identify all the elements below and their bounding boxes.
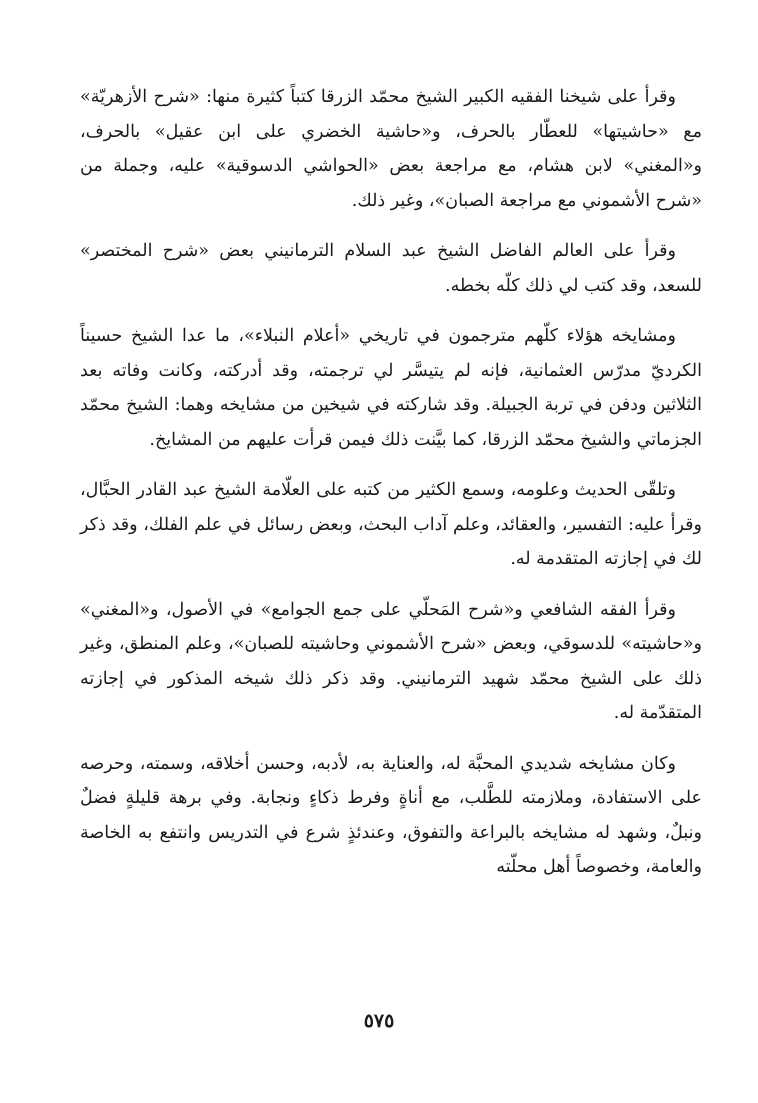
paragraph-4: وتلقّى الحديث وعلومه، وسمع الكثير من كتبه على العلّامة الشيخ عبد القادر الحبَّال، وقرأ عليه: التفسير، والعقائد، وعلم آداب البحث، وبعض رسائل في علم الفلك، وقد ذكر لك في إجازته المتقدمة له. xyxy=(80,480,702,569)
page-number: ٥٧٥ xyxy=(363,1010,395,1032)
paragraph-5: وقرأ الفقه الشافعي و«شرح المَحلّي على جمع الجوامع» في الأصول، و«المغني» و«حاشيته» للدسوقي، وبعض «شرح الأشموني وحاشيته للصبان»، وعلم المنطق، وغير ذلك على الشيخ محمّد شهيد الترمانيني. وقد ذكر ذلك شيخه المذكور في إجازته المتقدّمة له. xyxy=(80,599,702,723)
paragraph-2: وقرأ على العالم الفاضل الشيخ عبد السلام الترمانيني بعض «شرح المختصر» للسعد، وقد كتب لي ذلك كلّه بخطه. xyxy=(80,241,702,296)
paragraph-6: وكان مشايخه شديدي المحبَّة له، والعناية به، لأدبه، وحسن أخلاقه، وسمته، وحرصه على الاستفادة، وملازمته للطَّلب، مع أناةٍ وفرط ذكاءٍ ونجابة. وفي برهة قليلةٍ فضلٌ ونبلٌ، وشهد له مشايخه بالبراعة والتفوق، وعندئذٍ شرع في التدريس وانتفع به الخاصة والعامة، وخصوصاً أهل محلّته xyxy=(80,753,702,877)
paragraph-3: ومشايخه هؤلاء كلّهم مترجمون في تاريخي «أعلام النبلاء»، ما عدا الشيخ حسيناً الكرديّ مدرّس العثمانية، فإنه لم يتيسَّر لي ترجمته، وقد أدركته، وكانت وفاته بعد الثلاثين ودفن في تربة الجبيلة. وقد شاركته في شيخين من مشايخه وهما: الشيخ محمّد الجزماتي والشيخ محمّد الزرقا، كما بيَّنت ذلك فيمن قرأت عليهم من المشايخ. xyxy=(80,326,702,450)
body-text xyxy=(80,80,702,901)
paragraph-1: وقرأ على شيخنا الفقيه الكبير الشيخ محمّد الزرقا كتباً كثيرة منها: «شرح الأزهريّة» مع «حاشيتها» للعطّار بالحرف، و«حاشية الخضري على ابن عقيل» بالحرف، و«المغني» لابن هشام، مع مراجعة بعض «الحواشي الدسوقية» عليه، وجملة من «شرح الأشموني مع مراجعة الصبان»، وغير ذلك. xyxy=(80,87,702,211)
